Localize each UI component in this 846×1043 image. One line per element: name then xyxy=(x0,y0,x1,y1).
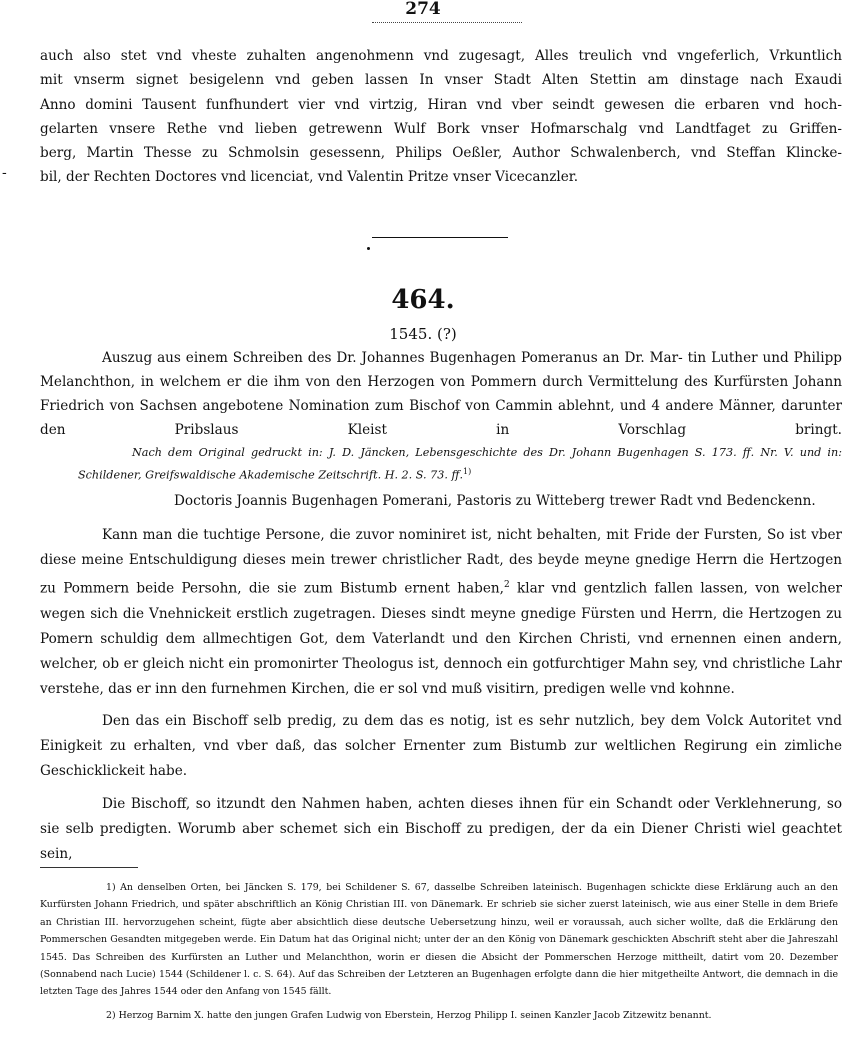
continuation-line: gelarten vnsere Rethe vnd lieben getrewenn Wulf Bork vnser Hofmarschalg vnd Landtfaget zu Griffen- xyxy=(40,120,842,137)
footnotes xyxy=(40,879,838,1024)
footnote: 2) Herzog Barnim X. hatte den jungen Grafen Ludwig von Eberstein, Herzog Philipp I. seinen Kanzler Jacob Zitzewitz benannt. xyxy=(106,1009,712,1021)
regest-line: durch Vermittelung des Kurfürsten Johann Friedrich von Sachsen angebotene Nomination zum xyxy=(40,374,842,414)
section-separator xyxy=(372,237,508,238)
footnote-ref: 2 xyxy=(503,580,510,591)
continuation-line: auch also stet vnd vheste zuhalten angenohmenn vnd zugesagt, Alles treulich vnd vngeferlich, Vrkuntlich xyxy=(40,48,842,64)
paragraph-text: klar vnd gentzlich fallen lassen, von welcher wegen sich die Vnehnickeit erstlich zugetragen. Dieses sindt meyne gnedige Fürsten und Herrn, die Hertzogen zu Pomern schuldig dem allmechtigen Got, dem Vaterlandt und den Kirchen Christi, vnd ernennen einen andern, welcher, ob er gleich nicht ein promonirter Theologus ist, dennoch ein gotfurchtiger Mahn sey, vnd christliche Lahr verstehe, das er inn den furnehmen Kirchen, die er sol vnd muß visitirn, predigen welle vnd kohnne. xyxy=(40,580,842,698)
letter-paragraph: Die Bischoff, so itzundt den Nahmen haben, achten dieses ihnen für ein Schandt oder Verklehnerung, so sie selb predigten. Worumb aber schemet sich ein Bischoff zu predigen, der da ein Diener Christi wiel geachtet sein, xyxy=(40,795,842,862)
document-regest xyxy=(40,346,842,442)
previous-document-continuation xyxy=(40,44,842,190)
regest-line: tin Luther und Philipp Melanchthon, in welchem er die ihm von den Herzogen von Pommern xyxy=(40,350,842,390)
letter-paragraph xyxy=(40,523,842,702)
letter-heading: Doctoris Joannis Bugenhagen Pomerani, Pastoris zu Witteberg trewer Radt vnd Bedenckenn. xyxy=(174,493,816,509)
source-text: Nach dem Original gedruckt in: J. D. Jäncken, Lebensgeschichte des Dr. Johann Bugenhagen S. 173. ff. Nr. V. und in: Schildener, Greifswaldische Akademische Zeitschrift. H. 2. S. 73. ff. xyxy=(78,446,842,482)
paragraph-text: Kann man die tuchtige Persone, die zuvor nominiret ist, nicht behalten, mit Fride der Fursten, So ist vber diese meine Entschuldigung dieses mein trewer christlicher Radt, des beyde meyne gnedige Herrn die Hertzogen zu Pommern beide Persohn, die sie zum Bistumb ernent haben, xyxy=(40,527,842,597)
document-number: 464. xyxy=(391,285,455,315)
regest-line: Auszug aus einem Schreiben des Dr. Johannes Bugenhagen Pomeranus an Dr. Mar- xyxy=(102,350,683,366)
footnote-rule xyxy=(40,867,138,868)
source-note xyxy=(78,443,842,485)
continuation-line: mit vnserm signet besigelenn vnd geben lassen In vnser Stadt Alten Stettin am dinstage nach Exaudi xyxy=(40,72,842,89)
letter-body xyxy=(40,489,842,867)
regest-text xyxy=(40,346,842,442)
footnote-ref: 1) xyxy=(463,467,472,476)
continuation-line: berg, Martin Thesse zu Schmolsin gesessenn, Philips Oeßler, Author Schwalenberch, vnd Steffan Klincke- xyxy=(40,145,842,162)
continuation-line: Anno domini Tausent funfhundert vier vnd virtzig, Hiran vnd vber seindt gewesen die erbaren vnd hoch- xyxy=(40,96,842,113)
regest-line: Bischof von Cammin ablehnt, und 4 andere Männer, darunter den Pribslaus Kleist in Vorschlag bringt. xyxy=(40,398,842,438)
footnote: 1) An denselben Orten, bei Jäncken S. 179, bei Schildener S. 67, dasselbe Schreiben lateinisch. Bugenhagen schickte diese Erklärung auch an den Kurfürsten Johann Friedrich, und später abschriftlich an König Christian III. von Dänemark. Er schrieb sie sicher zuerst lateinisch, wie aus einer Stelle in dem Briefe an Christian III. hervorzugehen scheint, fügte aber absichtlich diese deutsche Uebersetzung hinzu, weil er voraussah, auch sicher wollte, daß die Erklärung den Pommerschen Gesandten mitgegeben werde. Ein Datum hat das Original nicht; unter der an den König von Dänemark geschickten Abschrift steht aber die Jahreszahl 1545. Das Schreiben des Kurfürsten an Luther und Melanchthon, worin er diesen die Absicht der Pommerschen Herzoge mittheilt, datirt vom 20. Dezember (Sonnabend nach Lucie) 1544 (Schildener l. c. S. 64). Auf das Schreiben der Letzteren an Bugenhagen erfolgte dann die hier mitgetheilte Antwort, die demnach in die letzten Tage des Jahres 1544 oder den Anfang von 1545 fällt. xyxy=(40,882,838,998)
margin-mark: - xyxy=(2,165,7,181)
page-number: 274 xyxy=(405,0,441,19)
separator-dot xyxy=(367,247,370,250)
letter-paragraph: Den das ein Bischoff selb predig, zu dem das es notig, ist es sehr nutzlich, bey dem Volck Autoritet vnd Einigkeit zu erhalten, vnd vber daß, das solcher Ernenter zum Bistumb zur weltlichen Regirung ein zimliche Geschicklickeit habe. xyxy=(40,713,842,780)
page-number-rule xyxy=(372,22,522,23)
document-date: 1545. (?) xyxy=(389,325,457,343)
continuation-line: bil, der Rechten Doctores vnd licenciat, vnd Valentin Pritze vnser Vicecanzler. xyxy=(40,169,579,186)
